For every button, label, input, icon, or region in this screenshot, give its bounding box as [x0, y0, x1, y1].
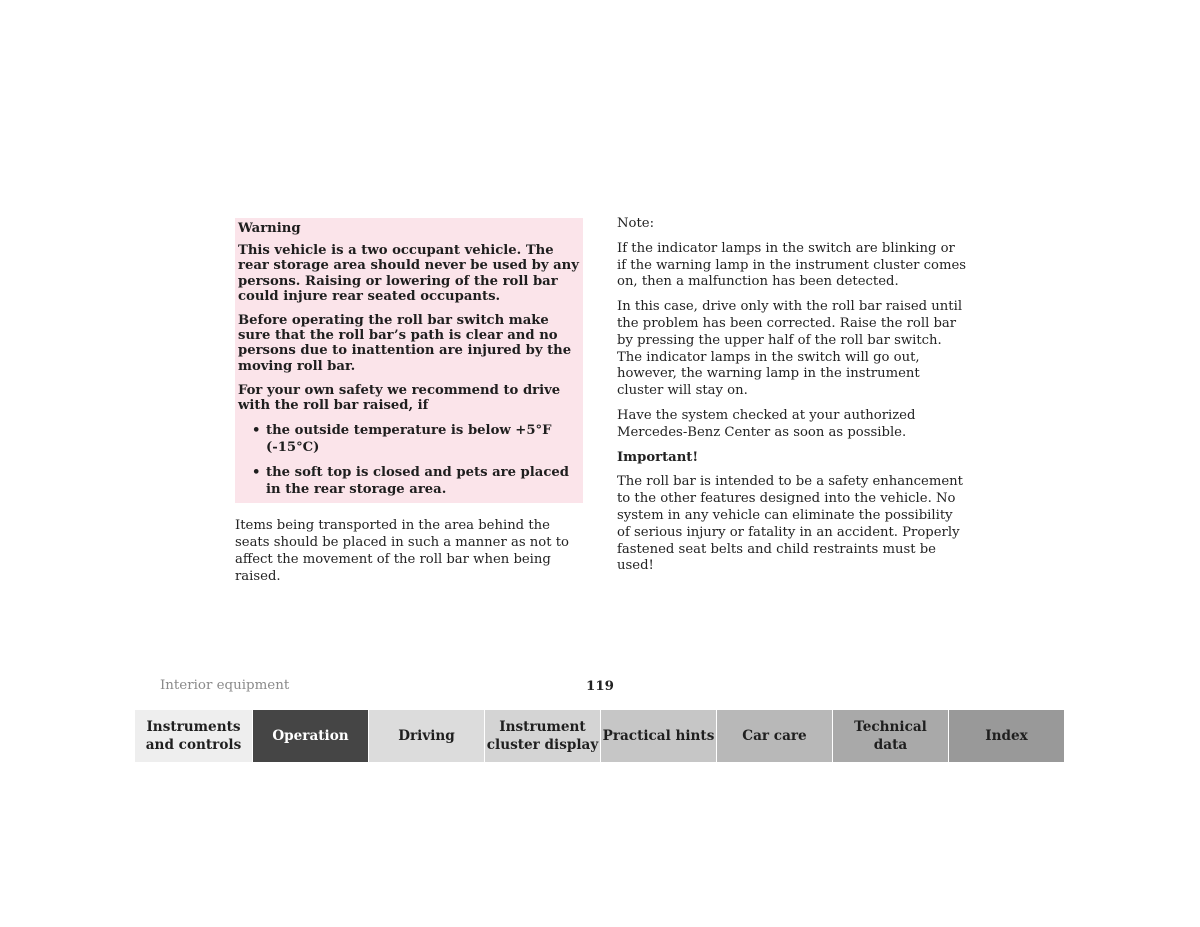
chapter-nav — [135, 710, 1064, 762]
tab-label: Driving — [398, 728, 455, 744]
bullet-icon: • — [252, 423, 261, 439]
warning-title: Warning — [238, 221, 301, 236]
important-label: Important! — [617, 449, 699, 465]
tab-label: Instrument cluster display — [486, 719, 599, 753]
tab-driving[interactable] — [368, 710, 484, 762]
storage-items-paragraph: Items being transported in the area behind the seats should be placed in such a manner as not to affect the movement of the roll bar when being raised. — [235, 518, 569, 584]
important-paragraph: The roll bar is intended to be a safety enhancement to the other features designed into the vehicle. No system in any vehicle can eliminate the possibility of serious injury or fatality in an accident. Properly fastened seat belts and child restraints must be used! — [617, 474, 963, 574]
note-label: Note: — [617, 216, 655, 231]
tab-operation[interactable] — [252, 710, 368, 762]
warning-paragraph-1: This vehicle is a two occupant vehicle. The rear storage area should never be used by any persons. Raising or lowering of the roll bar could injure rear seated occupants. — [238, 243, 579, 304]
bullet-icon: • — [252, 465, 261, 481]
tab-label: Car care — [742, 728, 807, 744]
tab-index[interactable] — [948, 710, 1064, 762]
right-column — [617, 216, 967, 583]
warning-bullet-item — [238, 464, 579, 498]
tab-label: Technical data — [854, 719, 927, 753]
tab-technical-data[interactable] — [832, 710, 948, 762]
tab-instruments-and-controls[interactable] — [135, 710, 252, 762]
tab-car-care[interactable] — [716, 710, 832, 762]
tab-instrument-cluster-display[interactable] — [484, 710, 600, 762]
tab-label: Instruments and controls — [145, 719, 242, 753]
section-title: Interior equipment — [160, 678, 290, 693]
page-number: 119 — [586, 678, 614, 694]
note-paragraph-1: If the indicator lamps in the switch are blinking or if the warning lamp in the instrument cluster comes on, then a malfunction has been detected. — [617, 240, 967, 290]
note-paragraph-3: Have the system checked at your authorized Mercedes-Benz Center as soon as possible. — [617, 407, 916, 440]
tab-practical-hints[interactable] — [600, 710, 716, 762]
tab-label: Practical hints — [602, 728, 715, 744]
warning-bullet-item — [238, 422, 579, 456]
warning-paragraph-3: For your own safety we recommend to drive with the roll bar raised, if — [238, 382, 561, 414]
left-column — [235, 218, 583, 585]
warning-paragraph-2: Before operating the roll bar switch make sure that the roll bar’s path is clear and no persons due to inattention are injured by the moving roll bar. — [238, 313, 572, 374]
note-paragraph-2: In this case, drive only with the roll bar raised until the problem has been corrected. Raise the roll bar by pressing the upper half of the roll bar switch. The indicator lamps in the switch will go out, however, the warning lamp in the instrument cluster will stay on. — [617, 299, 963, 399]
bullet-text: the soft top is closed and pets are placed in the rear storage area. — [266, 465, 569, 498]
tab-label: Operation — [272, 728, 349, 744]
warning-box — [235, 218, 583, 503]
warning-bullet-list — [238, 422, 579, 498]
tab-label: Index — [985, 728, 1028, 744]
bullet-text: the outside temperature is below +5°F (-15°C) — [266, 423, 552, 456]
